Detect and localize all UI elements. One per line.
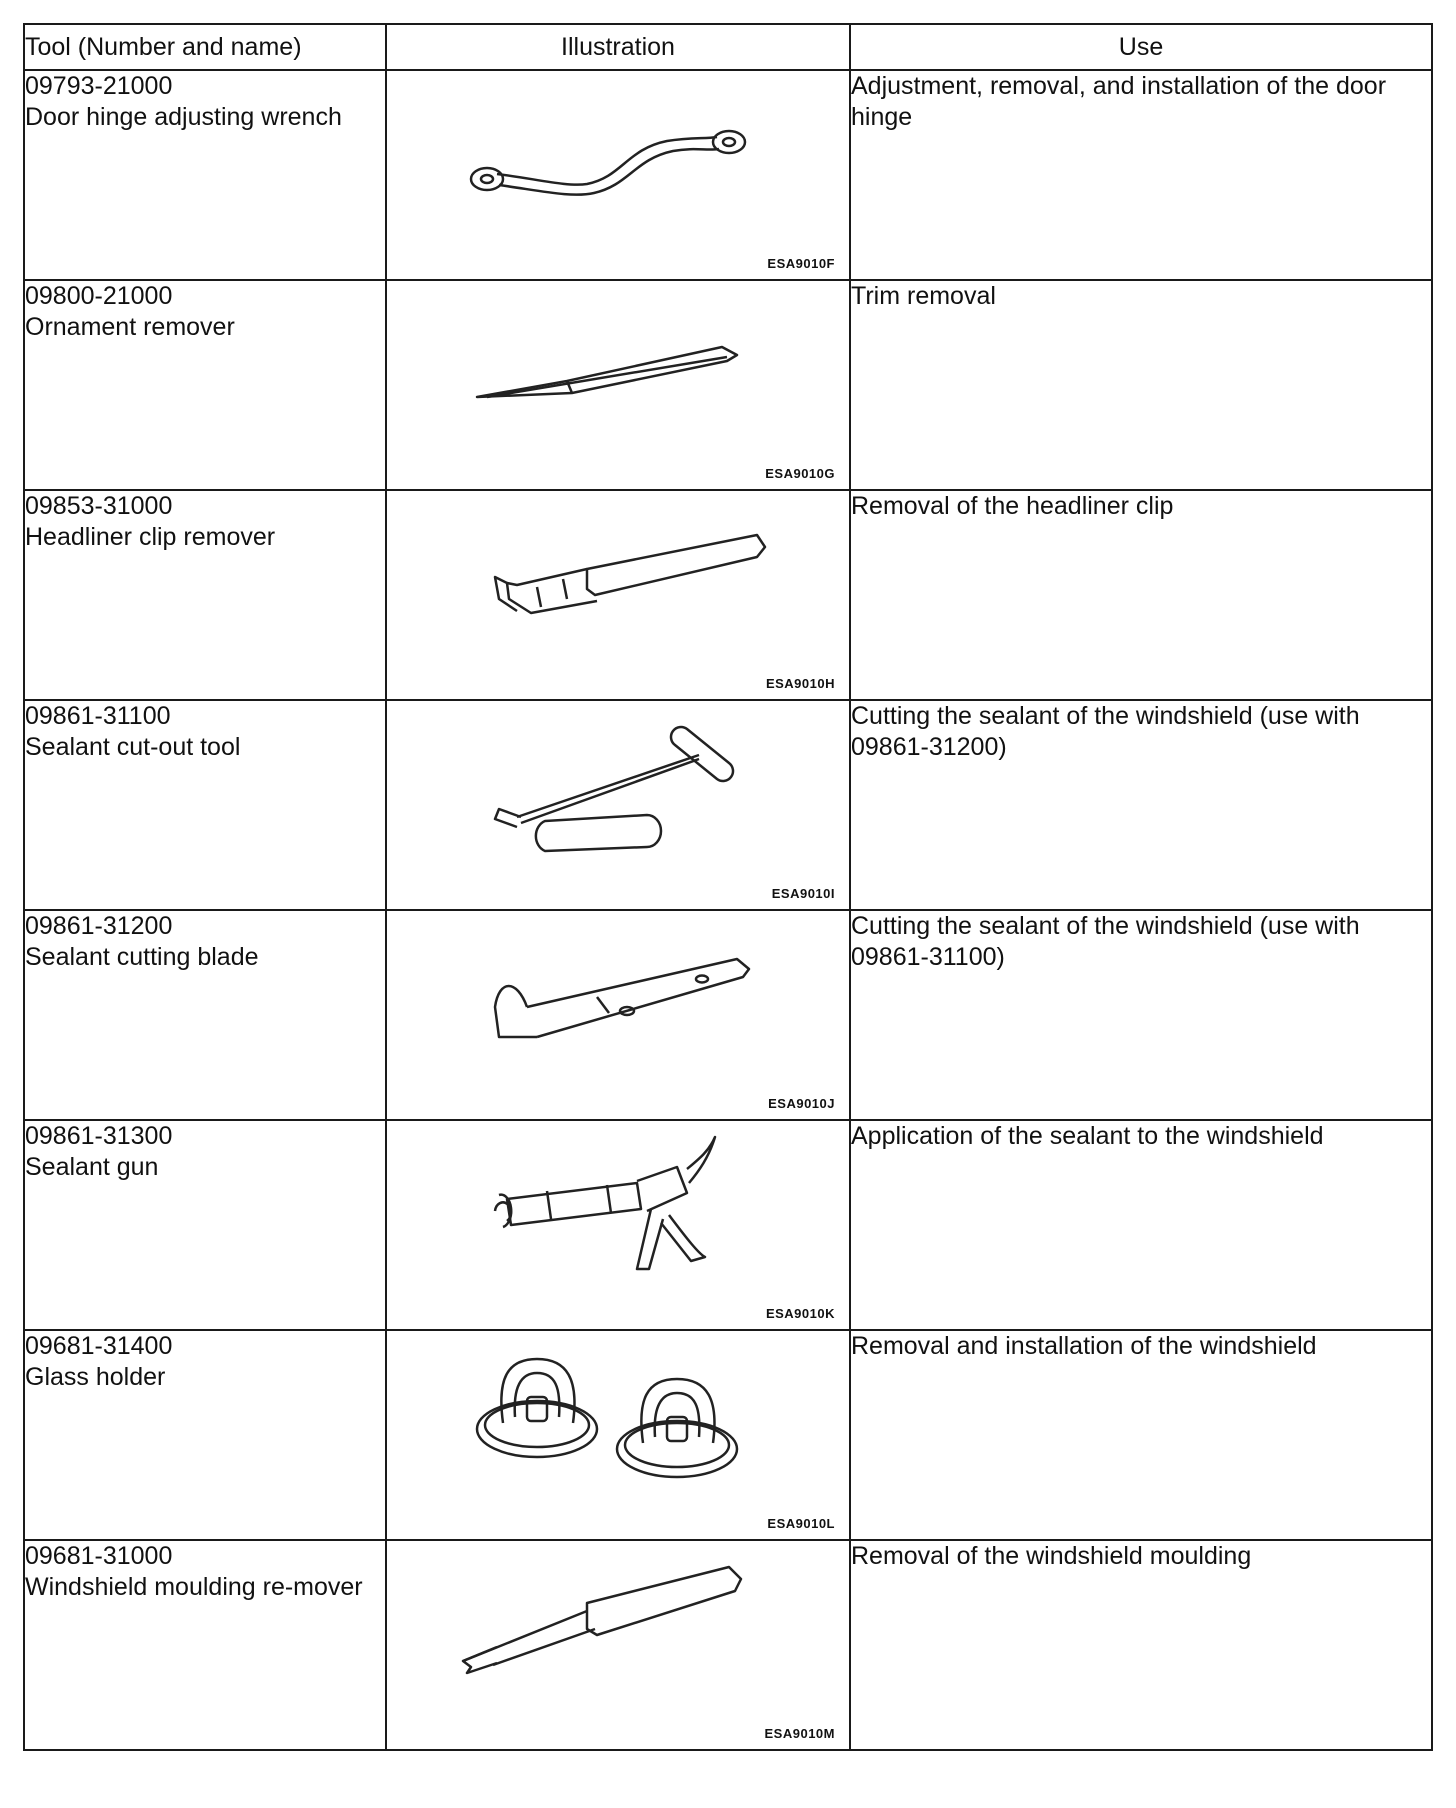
illustration-cell — [386, 280, 850, 490]
illustration-code: ESA9010J — [768, 1096, 835, 1111]
illustration-code: ESA9010L — [767, 1516, 835, 1531]
sealant-cutting-blade-icon — [437, 919, 797, 1095]
headliner-clip-remover-icon — [437, 499, 797, 675]
glass-holder-icon — [437, 1339, 797, 1515]
tool-cell — [24, 1120, 386, 1330]
tool-cell — [24, 280, 386, 490]
header-tool: Tool (Number and name) — [24, 24, 386, 70]
tool-number: 09800-21000 — [25, 282, 173, 310]
tool-cell — [24, 910, 386, 1120]
header-use: Use — [850, 24, 1432, 70]
illustration-code: ESA9010H — [765, 676, 835, 691]
use-cell: Adjustment, removal, and installation of the door hinge — [850, 70, 1432, 280]
tool-name: Ornament remover — [25, 313, 235, 341]
tool-cell — [24, 1330, 386, 1540]
windshield-moulding-remover-icon — [437, 1549, 797, 1725]
sealant-cut-out-tool-icon — [437, 709, 797, 885]
tool-name: Windshield moulding re-mover — [25, 1573, 363, 1601]
use-cell: Removal of the headliner clip — [850, 490, 1432, 700]
illustration-code: ESA9010I — [771, 886, 835, 901]
tool-cell — [24, 700, 386, 910]
use-cell: Trim removal — [850, 280, 1432, 490]
illustration-cell — [386, 70, 850, 280]
illustration-cell — [386, 1540, 850, 1750]
tool-name: Door hinge adjusting wrench — [25, 103, 342, 131]
tool-number: 09861-31300 — [25, 1122, 173, 1150]
tool-name: Sealant cut-out tool — [25, 733, 241, 761]
ornament-remover-icon — [437, 289, 797, 465]
tool-cell — [24, 70, 386, 280]
tool-cell — [24, 1540, 386, 1750]
tool-number: 09793-21000 — [25, 72, 173, 100]
illustration-code: ESA9010K — [765, 1306, 835, 1321]
tool-name: Headliner clip remover — [25, 523, 276, 551]
table-row — [24, 910, 1432, 1120]
tool-number: 09861-31200 — [25, 912, 173, 940]
table-row — [24, 700, 1432, 910]
illustration-cell — [386, 1330, 850, 1540]
table-row — [24, 280, 1432, 490]
special-tools-table — [23, 23, 1433, 1751]
illustration-cell — [386, 1120, 850, 1330]
door-hinge-wrench-icon — [437, 79, 797, 255]
tool-number: 09681-31400 — [25, 1332, 173, 1360]
tool-name: Sealant gun — [25, 1153, 159, 1181]
illustration-code: ESA9010F — [767, 256, 835, 271]
tool-number: 09861-31100 — [25, 702, 171, 730]
use-cell: Removal of the windshield moulding — [850, 1540, 1432, 1750]
header-illustration: Illustration — [386, 24, 850, 70]
tool-cell — [24, 490, 386, 700]
tool-number: 09681-31000 — [25, 1542, 173, 1570]
illustration-cell — [386, 910, 850, 1120]
table-row — [24, 490, 1432, 700]
use-cell: Application of the sealant to the windshield — [850, 1120, 1432, 1330]
use-cell: Removal and installation of the windshield — [850, 1330, 1432, 1540]
illustration-cell — [386, 700, 850, 910]
tool-number: 09853-31000 — [25, 492, 173, 520]
table-row — [24, 1540, 1432, 1750]
illustration-code: ESA9010M — [764, 1726, 835, 1741]
table-row — [24, 1120, 1432, 1330]
table-row — [24, 1330, 1432, 1540]
illustration-cell — [386, 490, 850, 700]
sealant-gun-icon — [437, 1129, 797, 1305]
use-cell: Cutting the sealant of the windshield (use with 09861-31200) — [850, 700, 1432, 910]
table-row — [24, 70, 1432, 280]
header-row — [24, 24, 1432, 70]
tool-name: Sealant cutting blade — [25, 943, 259, 971]
illustration-code: ESA9010G — [765, 466, 835, 481]
use-cell: Cutting the sealant of the windshield (use with 09861-31100) — [850, 910, 1432, 1120]
tool-name: Glass holder — [25, 1363, 166, 1391]
